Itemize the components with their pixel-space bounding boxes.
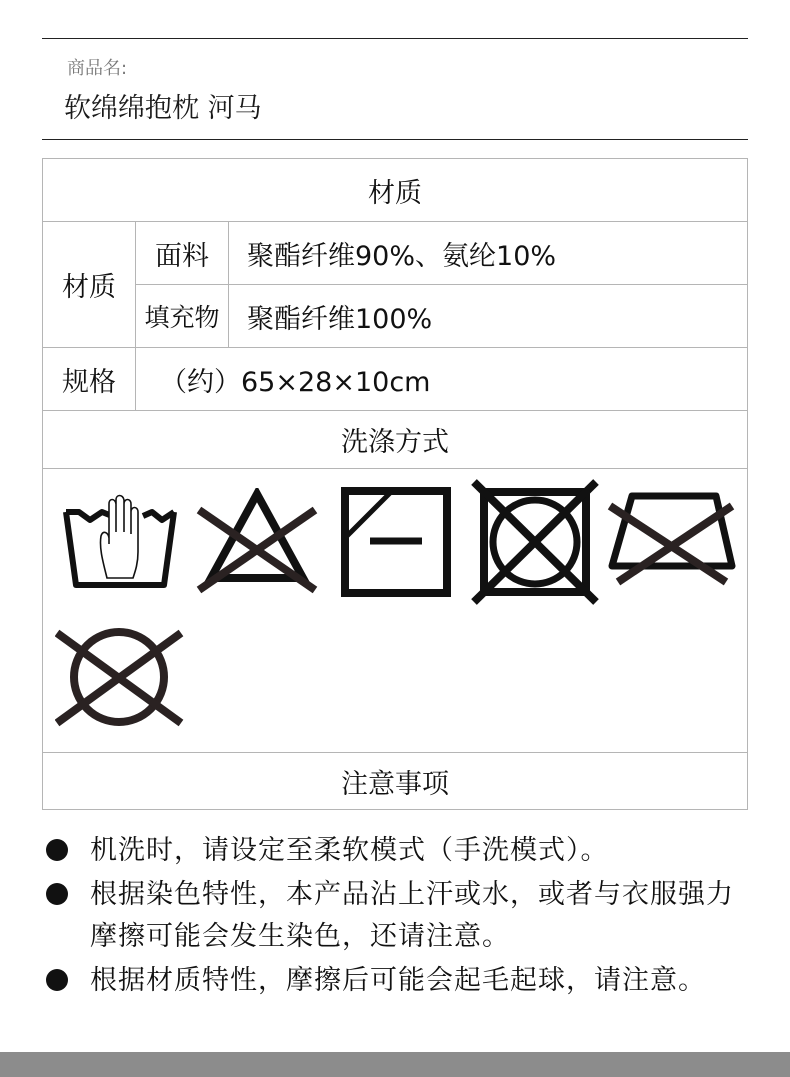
header-divider [42, 139, 748, 140]
top-divider [42, 38, 748, 39]
notes-section-title: 注意事项 [42, 752, 748, 810]
bullet-dot-icon [46, 883, 68, 905]
do-not-dry-clean-icon [55, 627, 185, 727]
product-name-label: 商品名: [67, 58, 128, 79]
do-not-tumble-dry-icon [470, 478, 600, 606]
note-item [46, 960, 756, 1002]
material-row-header: 材质 [42, 221, 136, 348]
note-item [46, 874, 756, 958]
bullet-dot-icon [46, 969, 68, 991]
note-text: 根据材质特性，摩擦后可能会起毛起球，请注意。 [90, 965, 706, 996]
do-not-bleach-icon [195, 488, 319, 596]
bullet-dot-icon [46, 839, 68, 861]
filling-label: 填充物 [135, 284, 229, 348]
washing-section-title: 洗涤方式 [42, 410, 748, 469]
do-not-iron-icon [604, 490, 738, 586]
note-text: 机洗时，请设定至柔软模式（手洗模式）。 [90, 835, 609, 866]
note-text: 根据染色特性，本产品沾上汗或水，或者与衣服强力摩擦可能会发生染色，还请注意。 [90, 879, 734, 952]
hand-wash-icon [63, 490, 177, 590]
dry-flat-icon [340, 486, 452, 598]
filling-value: 聚酯纤维100% [228, 284, 748, 348]
spec-value: （约）65×28×10cm [135, 347, 748, 411]
fabric-label: 面料 [135, 221, 229, 285]
note-item [46, 830, 756, 872]
spec-label: 规格 [42, 347, 136, 411]
bottom-bar [0, 1052, 790, 1077]
product-name: 软绵绵抱枕 河马 [64, 93, 262, 124]
fabric-value: 聚酯纤维90%、氨纶10% [228, 221, 748, 285]
material-section-title: 材质 [42, 158, 748, 222]
